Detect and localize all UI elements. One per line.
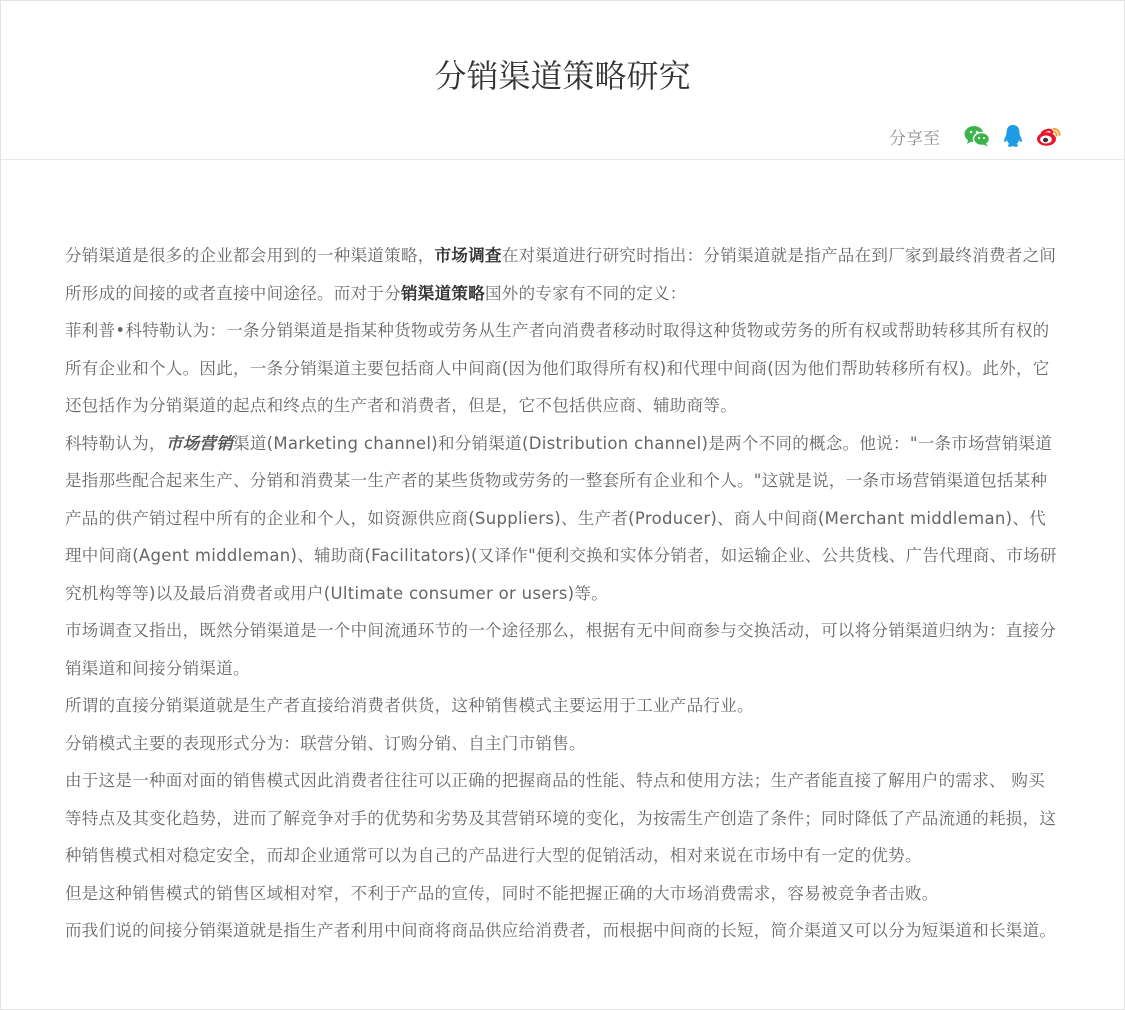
- paragraph: [65, 425, 1061, 613]
- paragraph: [65, 237, 1061, 312]
- text-span: 分销渠道是很多的企业都会用到的一种渠道策略，: [65, 246, 435, 265]
- paragraph: 由于这是一种面对面的销售模式因此消费者往往可以正确的把握商品的性能、特点和使用方法；生产者能直接了解用户的需求、 购买等特点及其变化趋势，进而了解竞争对手的优势和劣势及其营销环境的变化，为按需生产创造了条件；同时降低了产品流通的耗损，这种销售模式相对稳定安全，而却企业通常可以为自己的产品进行大型的促销活动，相对来说在市场中有一定的优势。: [65, 771, 1057, 865]
- article-body: [65, 237, 1061, 950]
- paragraph: 而我们说的间接分销渠道就是指生产者利用中间商将商品供应给消费者，而根据中间商的长短，简介渠道又可以分为短渠道和长渠道。: [65, 921, 1057, 940]
- text-span: 国外的专家有不同的定义：: [485, 283, 687, 303]
- article-header: [1, 1, 1124, 160]
- text-span: 渠道(Marketing channel)和分销渠道(Distribution channel)是两个不同的概念。他说："一条市场营销渠道是指那些配合起来生产、分销和消费某一生产者的某些货物或劳务的一整套所有企业和个人。"这就是说，一条市场营销渠道包括某种产品的供产销过程中所有的企业和个人，如资源供应商(Suppliers)、生产者(Producer)、商人中间商(Merchant middleman)、代理中间商(Agent middleman)、辅助商(Facilitators)(又译作"便利交换和实体分销者，如运输企业、公共货栈、广告代理商、市场研究机构等等)以及最后消费者或用户(Ultimate consumer or users)等。: [65, 433, 1057, 603]
- paragraph: 市场调查又指出，既然分销渠道是一个中间流通环节的一个途径那么，根据有无中间商参与交换活动，可以将分销渠道归纳为：直接分销渠道和间接分销渠道。: [65, 621, 1057, 678]
- paragraph: 菲利普•科特勒认为：一条分销渠道是指某种货物或劳务从生产者向消费者移动时取得这种货物或劳务的所有权或帮助转移其所有权的所有企业和个人。因此，一条分销渠道主要包括商人中间商(因为他们取得所有权)和代理中间商(因为他们帮助转移所有权)。此外，它还包括作为分销渠道的起点和终点的生产者和消费者，但是，它不包括供应商、辅助商等。: [65, 321, 1050, 415]
- text-span: 在对渠道进行研究时指出：分销渠道就是指产品在到厂家到最终消费者之间所形成的间接的或者直接中间途径。而对于分: [65, 246, 1057, 303]
- keyword-link[interactable]: 销渠道策略: [401, 283, 485, 303]
- text-span: 科特勒认为，: [65, 433, 166, 453]
- paragraph: 但是这种销售模式的销售区域相对窄，不利于产品的宣传，同时不能把握正确的大市场消费需求，容易被竞争者击败。: [65, 883, 939, 903]
- qq-icon[interactable]: [1000, 123, 1026, 149]
- share-bar: [889, 122, 1062, 150]
- paragraph: 分销模式主要的表现形式分为：联营分销、订购分销、自主门市销售。: [65, 733, 586, 753]
- wechat-icon[interactable]: [964, 123, 990, 149]
- share-label: 分享至: [889, 128, 940, 149]
- paragraph: 所谓的直接分销渠道就是生产者直接给消费者供货，这种销售模式主要运用于工业产品行业。: [65, 696, 754, 715]
- keyword-link[interactable]: 市场调查: [434, 246, 502, 265]
- page-title: 分销渠道策略研究: [434, 57, 691, 95]
- weibo-icon[interactable]: [1036, 123, 1062, 149]
- keyword-link[interactable]: 市场营销: [165, 433, 234, 453]
